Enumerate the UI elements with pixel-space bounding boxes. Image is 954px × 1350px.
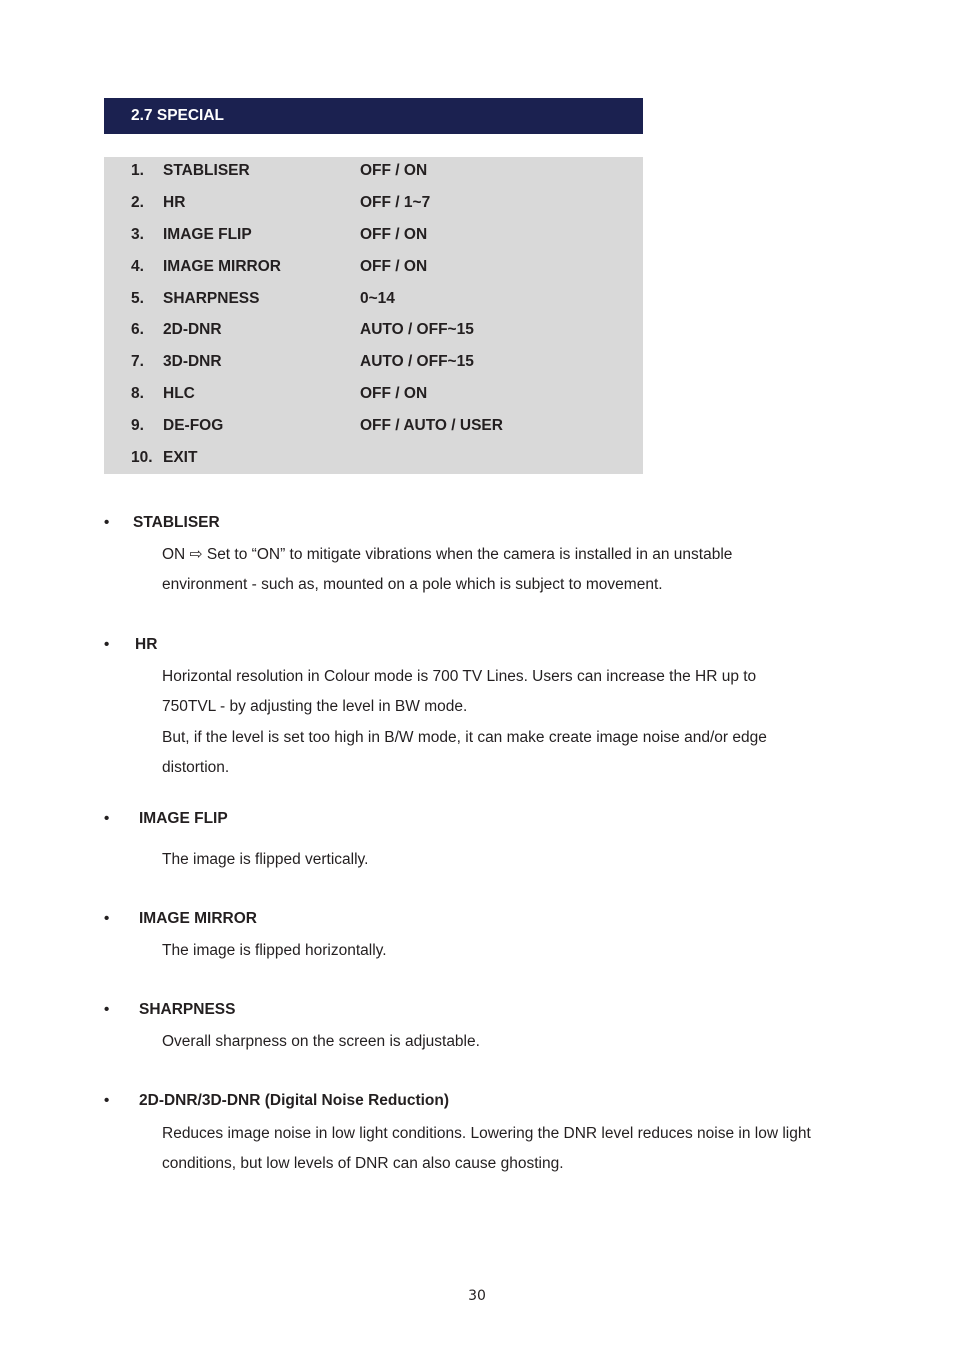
- menu-item-value: AUTO / OFF~15: [360, 321, 474, 338]
- menu-item-name: IMAGE FLIP: [163, 226, 252, 243]
- menu-row: [104, 287, 643, 311]
- menu-item-value: AUTO / OFF~15: [360, 353, 474, 370]
- menu-row: [104, 446, 643, 470]
- menu-row: [104, 191, 643, 215]
- menu-table: [104, 157, 643, 474]
- menu-item-number: 9.: [131, 417, 144, 434]
- menu-item-name: 3D-DNR: [163, 353, 222, 370]
- section-title: SHARPNESS: [139, 1001, 236, 1018]
- menu-item-value: OFF / AUTO / USER: [360, 417, 503, 434]
- section-header-title: 2.7 SPECIAL: [131, 107, 225, 124]
- menu-row: [104, 223, 643, 247]
- section-paragraph: The image is flipped vertically.: [162, 851, 369, 868]
- section-title: 2D-DNR/3D-DNR (Digital Noise Reduction): [139, 1092, 450, 1109]
- menu-row: [104, 414, 643, 438]
- menu-item-name: EXIT: [163, 449, 198, 466]
- menu-item-value: OFF / ON: [360, 258, 428, 275]
- bullet: •: [104, 1001, 110, 1018]
- menu-item-name: HLC: [163, 385, 195, 402]
- bullet: •: [104, 910, 110, 927]
- section-paragraph: Horizontal resolution in Colour mode is 700 TV Lines. Users can increase the HR up to 750TVL - by adjusting the level in BW mode.: [162, 668, 757, 716]
- section-paragraph: ON ⇨ Set to “ON” to mitigate vibrations when the camera is installed in an unstable environment - such as, mounted on a pole which is subject to movement.: [162, 546, 733, 594]
- menu-item-number: 10.: [131, 449, 153, 466]
- bullet: •: [104, 810, 110, 827]
- menu-item-name: HR: [163, 194, 186, 211]
- menu-item-number: 5.: [131, 290, 144, 307]
- page-number: 30: [468, 1288, 486, 1304]
- menu-item-name: SHARPNESS: [163, 290, 260, 307]
- bullet: •: [104, 514, 110, 531]
- section-title: STABLISER: [133, 514, 220, 531]
- menu-item-number: 7.: [131, 353, 144, 370]
- section-title: IMAGE FLIP: [139, 810, 228, 827]
- section-paragraph: Overall sharpness on the screen is adjustable.: [162, 1033, 480, 1050]
- section-title: IMAGE MIRROR: [139, 910, 257, 927]
- menu-item-number: 4.: [131, 258, 144, 275]
- menu-item-value: OFF / 1~7: [360, 194, 431, 211]
- bullet: •: [104, 1092, 110, 1109]
- menu-item-number: 6.: [131, 321, 144, 338]
- menu-row: [104, 318, 643, 342]
- menu-item-value: OFF / ON: [360, 385, 428, 402]
- menu-item-number: 3.: [131, 226, 144, 243]
- bullet: •: [104, 636, 110, 653]
- menu-item-name: DE-FOG: [163, 417, 224, 434]
- menu-item-name: IMAGE MIRROR: [163, 258, 281, 275]
- section-paragraph: But, if the level is set too high in B/W mode, it can make create image noise and/or edge distortion.: [162, 729, 767, 777]
- section-title: HR: [135, 636, 158, 653]
- menu-item-name: 2D-DNR: [163, 321, 222, 338]
- menu-item-name: STABLISER: [163, 162, 250, 179]
- menu-item-value: 0~14: [360, 290, 395, 307]
- section-paragraph: The image is flipped horizontally.: [162, 942, 387, 959]
- section-paragraph: Reduces image noise in low light conditions. Lowering the DNR level reduces noise in low light conditions, but low levels of DNR can also cause ghosting.: [162, 1125, 811, 1173]
- menu-row: [104, 255, 643, 279]
- menu-item-number: 1.: [131, 162, 144, 179]
- menu-item-number: 8.: [131, 385, 144, 402]
- section-header: [104, 98, 643, 134]
- menu-item-value: OFF / ON: [360, 162, 428, 179]
- menu-item-number: 2.: [131, 194, 144, 211]
- menu-row: [104, 159, 643, 183]
- menu-item-value: OFF / ON: [360, 226, 428, 243]
- menu-row: [104, 350, 643, 374]
- menu-row: [104, 382, 643, 406]
